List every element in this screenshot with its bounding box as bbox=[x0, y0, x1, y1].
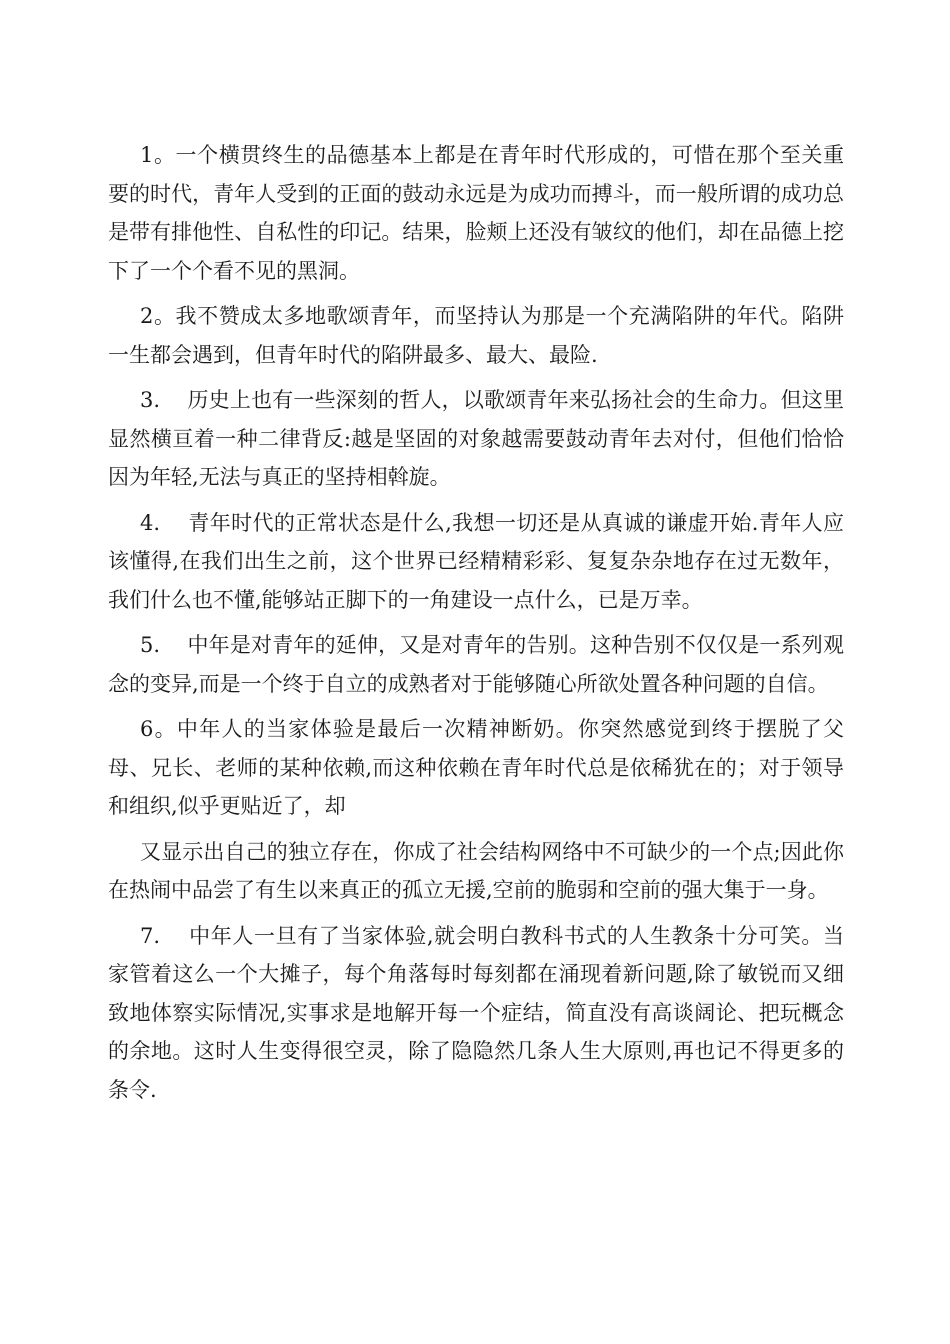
paragraph-5: 5. 中年是对青年的延伸，又是对青年的告别。这种告别不仅仅是一系列观念的变异,而是一个终于自立的成熟者对于能够随心所欲处置各种问题的自信。 bbox=[108, 633, 844, 696]
paragraph-6: 6。中年人的当家体验是最后一次精神断奶。你突然感觉到终于摆脱了父母、兄长、老师的某种依赖,而这种依赖在青年时代总是依稀犹在的；对于领导和组织,似乎更贴近了，却 bbox=[108, 717, 844, 818]
document-body bbox=[108, 136, 844, 1116]
paragraph-4: 4. 青年时代的正常状态是什么,我想一切还是从真诚的谦虚开始.青年人应该懂得,在我们出生之前，这个世界已经精精彩彩、复复杂杂地存在过无数年，我们什么也不懂,能够站正脚下的一角建设一点什么，已是万幸。 bbox=[108, 510, 844, 612]
paragraph-2: 2。我不赞成太多地歌颂青年，而坚持认为那是一个充满陷阱的年代。陷阱一生都会遇到，但青年时代的陷阱最多、最大、最险. bbox=[108, 304, 844, 367]
paragraph-6-continued: 又显示出自己的独立存在，你成了社会结构网络中不可缺少的一个点;因此你在热闹中品尝了有生以来真正的孤立无援,空前的脆弱和空前的强大集于一身。 bbox=[108, 839, 844, 902]
paragraph-7: 7. 中年人一旦有了当家体验,就会明白教科书式的人生教条十分可笑。当家管着这么一个大摊子，每个角落每时每刻都在涌现着新问题,除了敏锐而又细致地体察实际情况,实事求是地解开每一个症结，简直没有高谈阔论、把玩概念的余地。这时人生变得很空灵，除了隐隐然几条人生大原则,再也记不得更多的条令. bbox=[108, 923, 844, 1102]
paragraph-3: 3. 历史上也有一些深刻的哲人，以歌颂青年来弘扬社会的生命力。但这里显然横亘着一种二律背反:越是坚固的对象越需要鼓动青年去对付，但他们恰恰因为年轻,无法与真正的坚持相斡旋。 bbox=[108, 388, 844, 489]
paragraph-1: 1。一个横贯终生的品德基本上都是在青年时代形成的，可惜在那个至关重要的时代，青年人受到的正面的鼓动永远是为成功而搏斗，而一般所谓的成功总是带有排他性、自私性的印记。结果，脸颊上还没有皱纹的他们，却在品德上挖下了一个个看不见的黑洞。 bbox=[108, 143, 844, 283]
